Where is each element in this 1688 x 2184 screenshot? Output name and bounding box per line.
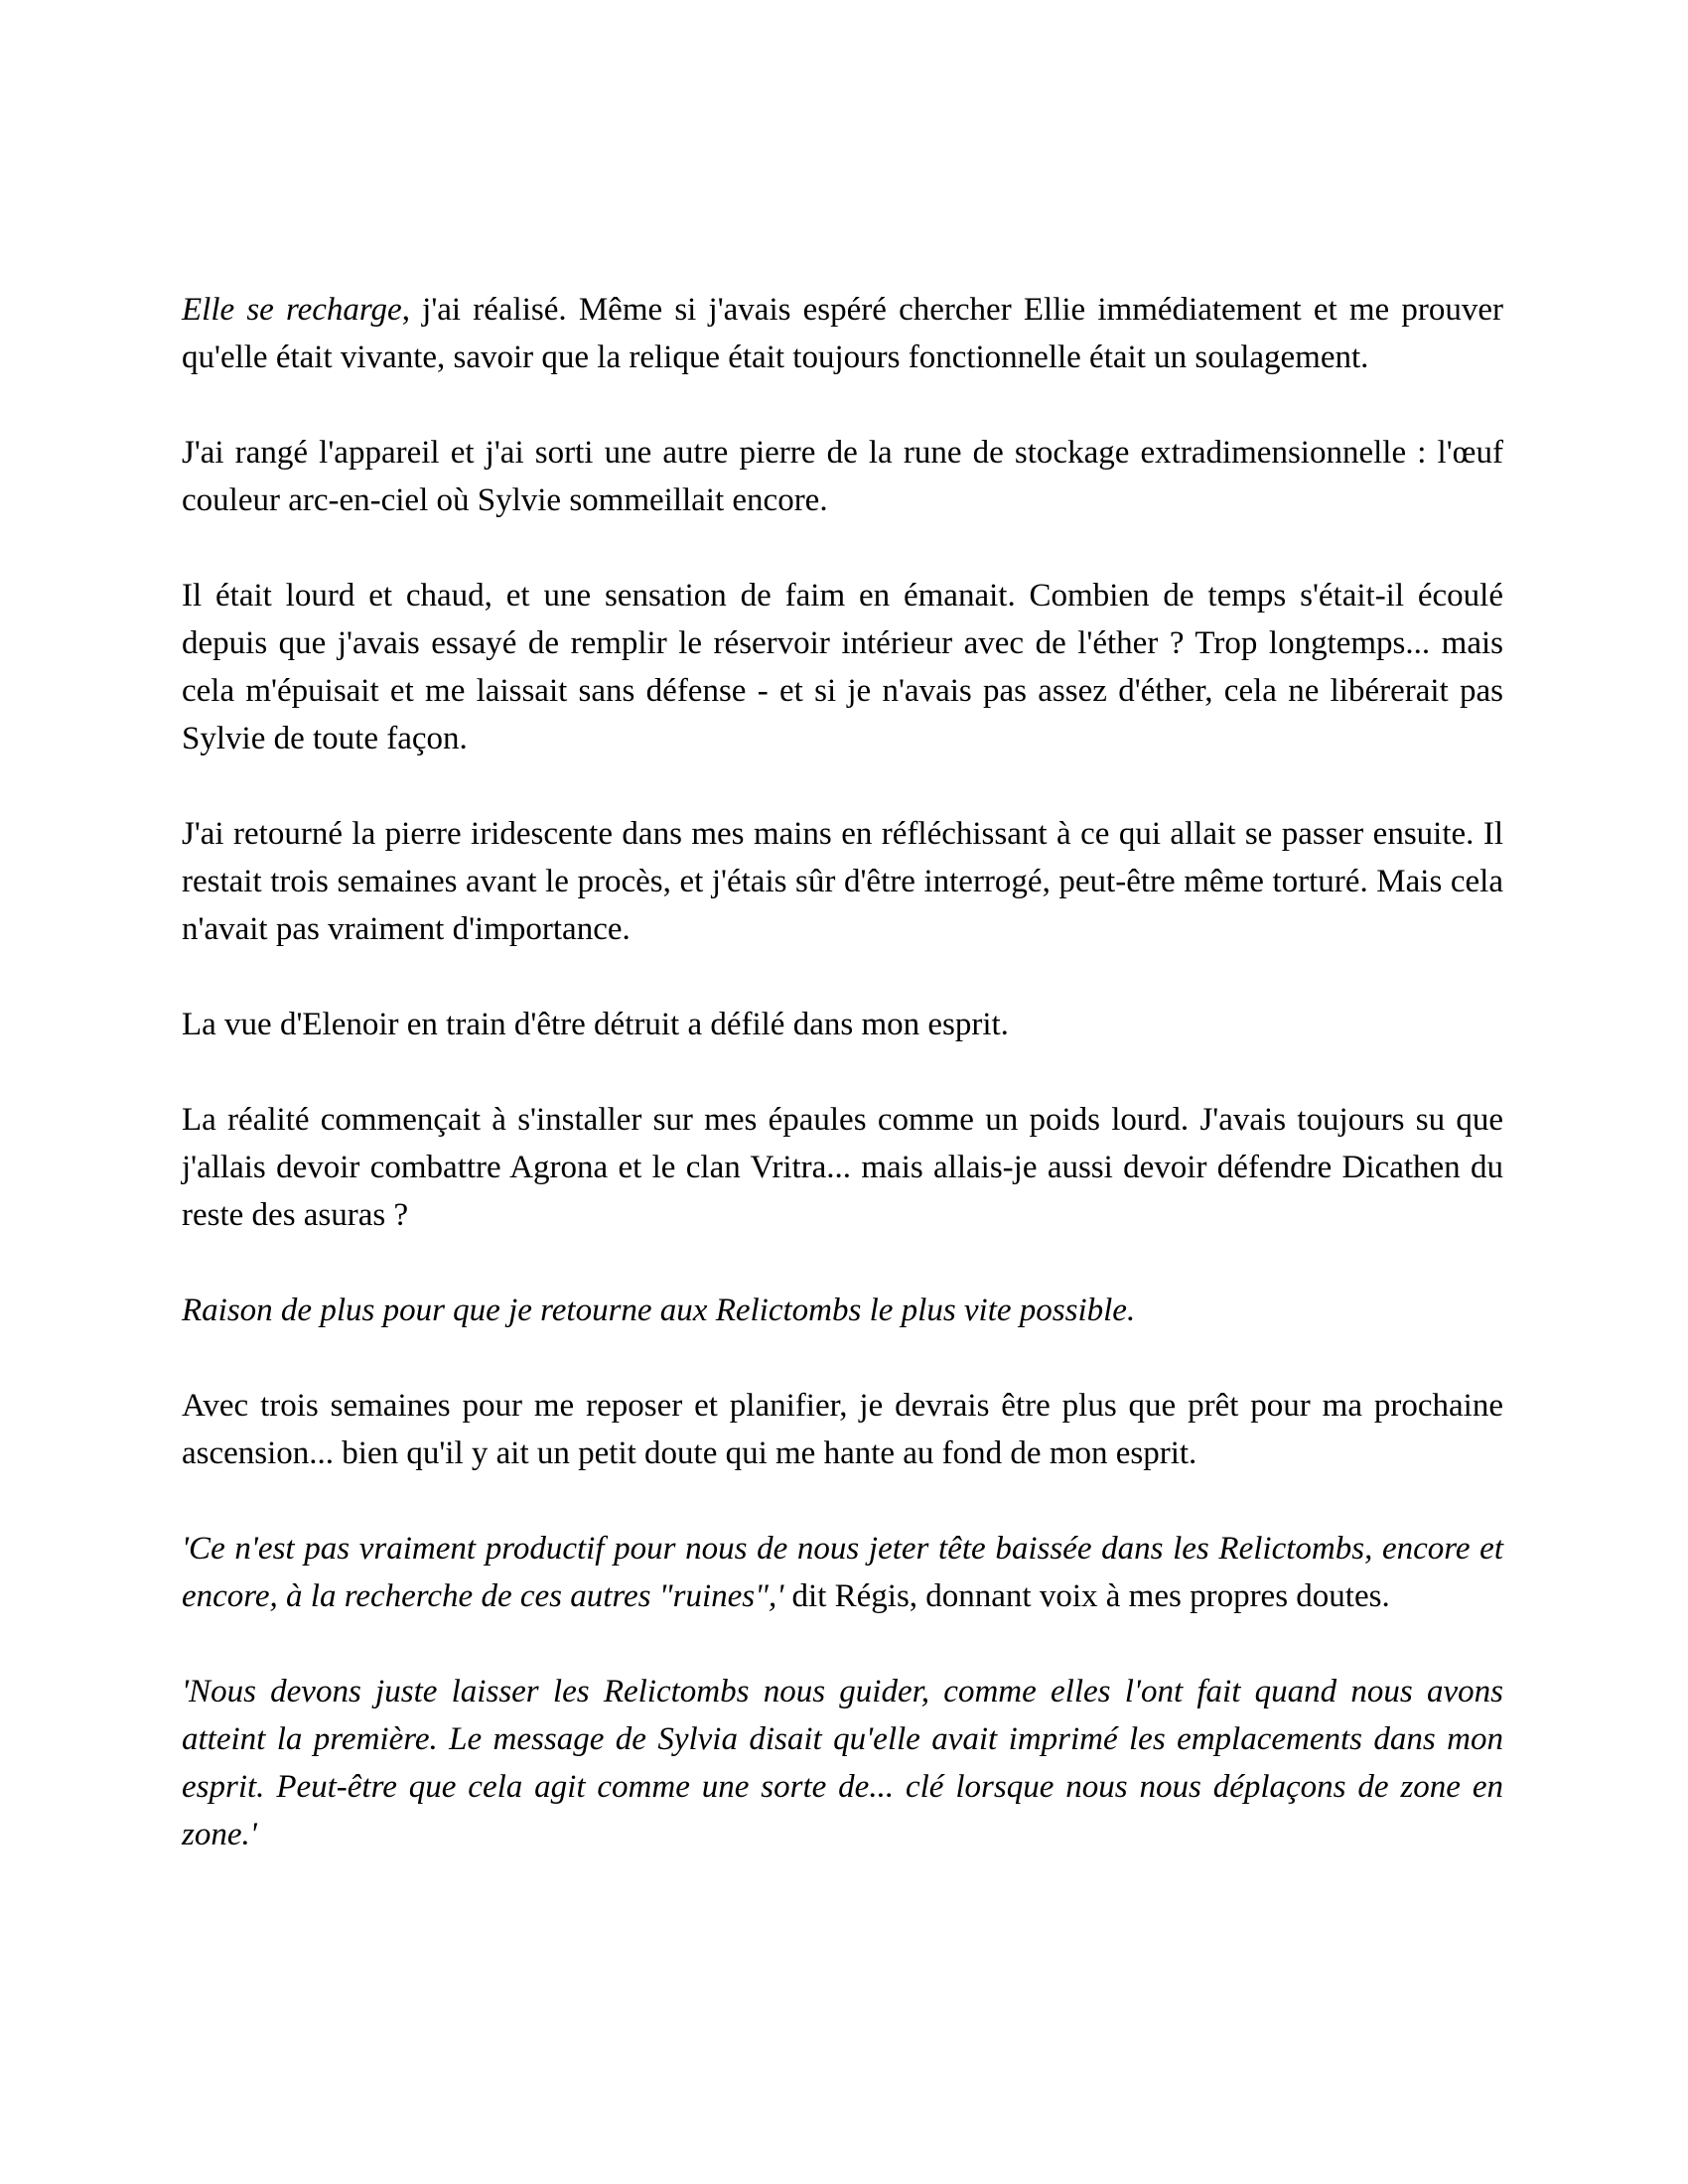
paragraph	[182, 1096, 1503, 1239]
paragraph	[182, 429, 1503, 524]
roman-text: J'ai rangé l'appareil et j'ai sorti une autre pierre de la rune de stockage extradimensionnelle : l'œuf couleur arc-en-ciel où Sylvie sommeillait encore.	[182, 435, 1503, 518]
paragraph	[182, 1382, 1503, 1477]
italic-text: 'Ce n'est pas vraiment productif pour nous de nous jeter tête baissée dans les Relictombs, encore et encore, à la recherche de ces autres "ruines",'	[182, 1531, 1503, 1614]
paragraph	[182, 1287, 1503, 1334]
italic-text: Raison de plus pour que je retourne aux Relictombs le plus vite possible.	[182, 1293, 1136, 1328]
body-text	[182, 286, 1503, 1858]
paragraph	[182, 1668, 1503, 1858]
paragraph	[182, 286, 1503, 381]
roman-text: Avec trois semaines pour me reposer et planifier, je devrais être plus que prêt pour ma prochaine ascension... bien qu'il y ait un petit doute qui me hante au fond de mon esprit.	[182, 1388, 1503, 1471]
roman-text: , j'ai réalisé. Même si j'avais espéré chercher Ellie immédiatement et me prouver qu'elle était vivante, savoir que la relique était toujours fonctionnelle était un soulagement.	[182, 292, 1503, 375]
paragraph	[182, 1525, 1503, 1620]
roman-text: La vue d'Elenoir en train d'être détruit a défilé dans mon esprit.	[182, 1007, 1009, 1042]
paragraph	[182, 1001, 1503, 1048]
italic-text: Elle se recharge	[182, 292, 402, 328]
roman-text: J'ai retourné la pierre iridescente dans mes mains en réfléchissant à ce qui allait se passer ensuite. Il restait trois semaines avant le procès, et j'étais sûr d'être interrogé, peut-être même torturé. Mais cela n'avait pas vraiment d'importance.	[182, 816, 1503, 947]
roman-text: dit Régis, donnant voix à mes propres doutes.	[783, 1578, 1390, 1614]
italic-text: 'Nous devons juste laisser les Relictombs nous guider, comme elles l'ont fait quand nous avons atteint la première. Le message de Sylvia disait qu'elle avait imprimé les emplacements dans mon esprit. Peut-être que cela agit comme une sorte de... clé lorsque nous nous déplaçons de zone en zone.'	[182, 1674, 1503, 1852]
paragraph	[182, 572, 1503, 762]
roman-text: Il était lourd et chaud, et une sensation de faim en émanait. Combien de temps s'était-il écoulé depuis que j'avais essayé de remplir le réservoir intérieur avec de l'éther ? Trop longtemps... mais cela m'épuisait et me laissait sans défense - et si je n'avais pas assez d'éther, cela ne libérerait pas Sylvie de toute façon.	[182, 578, 1503, 756]
roman-text: La réalité commençait à s'installer sur mes épaules comme un poids lourd. J'avais toujours su que j'allais devoir combattre Agrona et le clan Vritra... mais allais-je aussi devoir défendre Dicathen du reste des asuras ?	[182, 1102, 1503, 1233]
paragraph	[182, 810, 1503, 953]
